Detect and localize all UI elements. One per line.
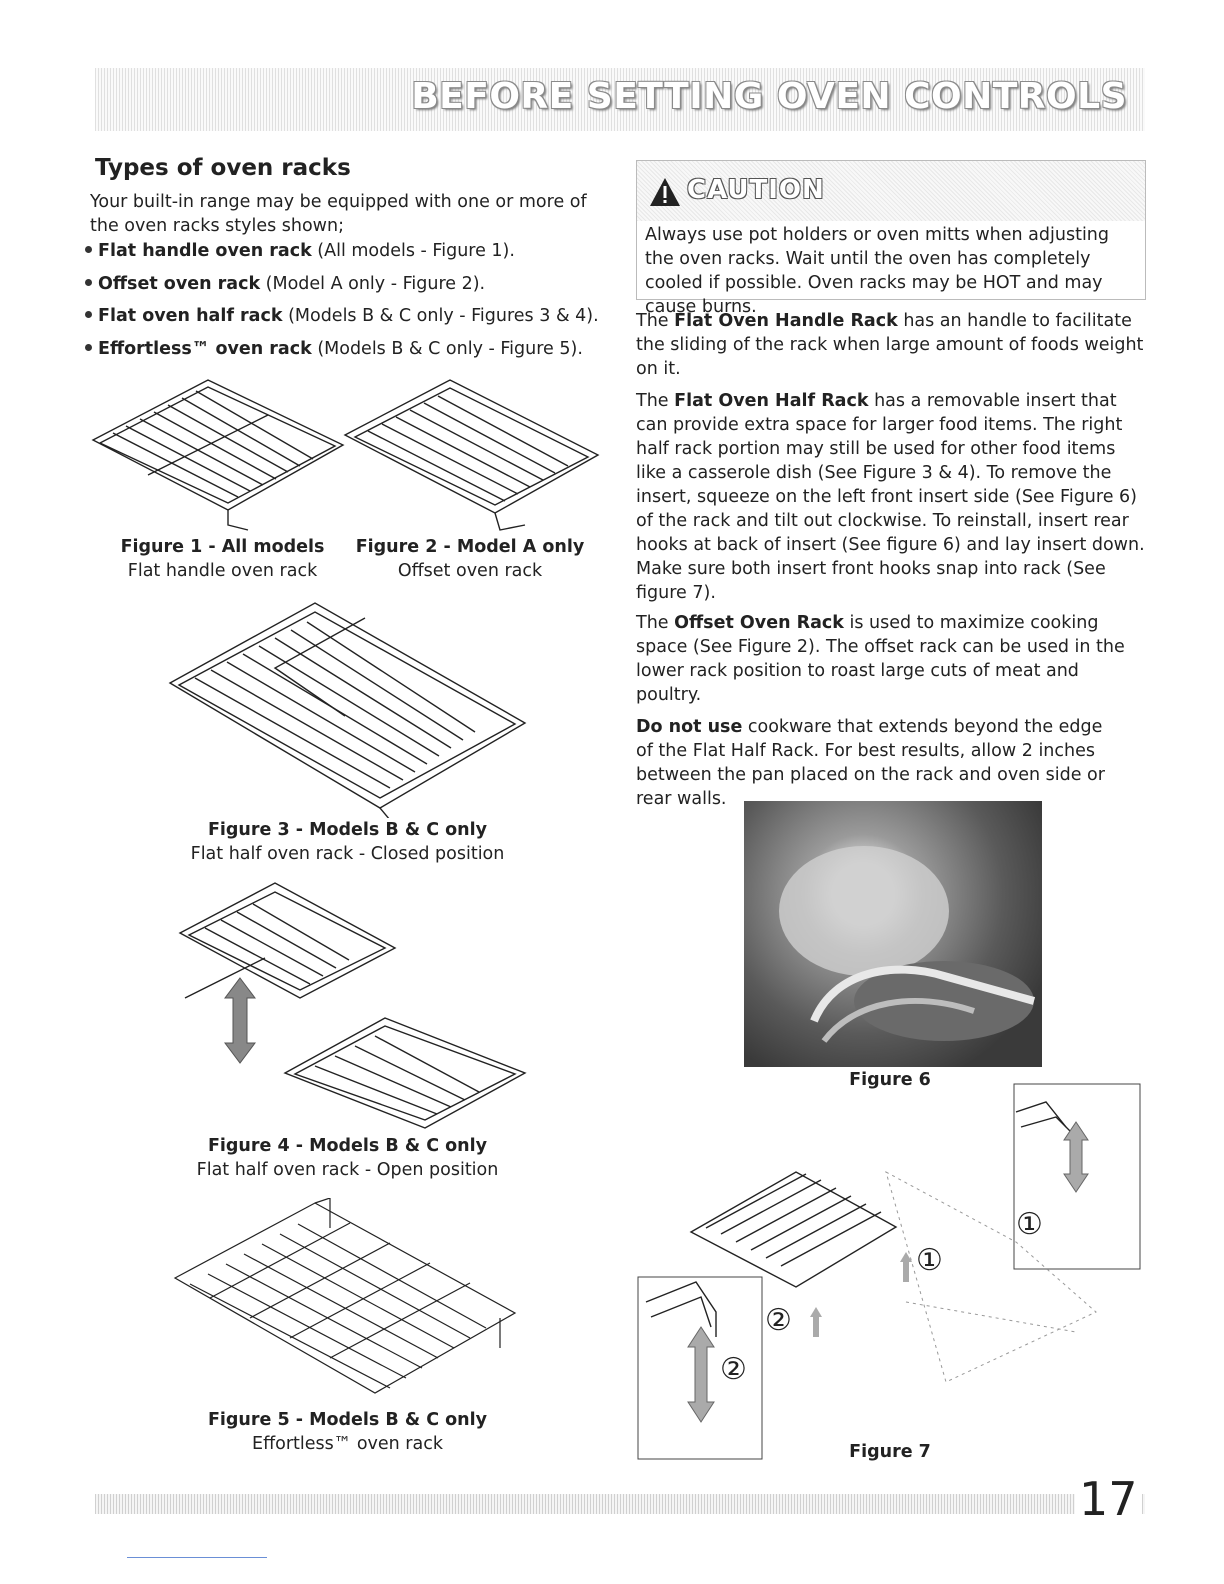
figure-3-caption (150, 818, 545, 866)
bullet-icon (85, 311, 92, 318)
half-rack-open-illustration (165, 878, 535, 1133)
caution-label: CAUTION (687, 175, 825, 205)
paragraph-lead: The (636, 613, 675, 633)
step-2-marker: ② (720, 1352, 747, 1387)
paragraph-lead: The (636, 311, 675, 331)
step-2-marker: ② (765, 1303, 792, 1338)
paragraph-bold: Flat Oven Handle Rack (674, 311, 898, 331)
list-item-bold: Flat oven half rack (98, 306, 283, 326)
bullet-icon (85, 246, 92, 253)
section-heading: Types of oven racks (95, 155, 351, 181)
header-band (95, 68, 1145, 131)
page-title: BEFORE SETTING OVEN CONTROLS (411, 76, 1127, 117)
paragraph-bold: Flat Oven Half Rack (674, 391, 869, 411)
paragraph-bold: Offset Oven Rack (674, 613, 844, 633)
divider (127, 1557, 267, 1558)
paragraph-do-not-use (636, 715, 1116, 811)
figure-5-caption (150, 1408, 545, 1456)
figure-2-subtitle: Offset oven rack (397, 561, 543, 581)
caution-box (636, 160, 1146, 317)
paragraph-half-rack (636, 389, 1146, 605)
list-item-bold: Flat handle oven rack (98, 241, 312, 261)
hand-on-rack-photo (744, 801, 1042, 1067)
figure-2-title: Figure 2 - Model A only (355, 537, 585, 557)
list-item-bold: Effortless™ oven rack (98, 338, 312, 359)
list-item (83, 306, 623, 339)
warning-icon (649, 177, 681, 207)
paragraph-bold: Do not use (636, 717, 743, 737)
figure-1-title: Figure 1 - All models (120, 537, 325, 557)
figure-3-title: Figure 3 - Models B & C only (207, 820, 488, 840)
paragraph-text: is used to maximize cooking space (See Figure 2). The offset rack can be used in the lower rack position to roast large cuts of meat and poultry. (636, 613, 1125, 705)
list-item-bold: Offset oven rack (98, 273, 261, 294)
footer-band (95, 1494, 1145, 1514)
list-item-text: (Models B & C only - Figure 5). (311, 338, 583, 359)
figure-7-label: Figure 7 (849, 1442, 931, 1462)
effortless-rack-illustration (170, 1198, 520, 1408)
paragraph-text: cookware that extends beyond the edge of the Flat Half Rack. For best results, allow 2 inches between the pan placed on the rack and oven side or rear walls. (636, 717, 1105, 809)
paragraph-text: has a removable insert that can provide extra space for larger food items. The right half rack portion may still be used for other food items like a casserole dish (See Figure 3 & 4). To remove the insert, squeeze on the left front insert side (See Figure 6) of the rack and tilt out clockwise. To reinstall, insert rear hooks at back of insert (See figure 6) and lay insert down. Make sure both insert front hooks snap into rack (See figure 7). (636, 391, 1145, 603)
page-number: 17 (1075, 1474, 1142, 1524)
figure-4-title: Figure 4 - Models B & C only (207, 1136, 488, 1156)
list-item-text: (Model A only - Figure 2). (260, 273, 486, 294)
figure-6-photo (744, 801, 1042, 1067)
figure-4-caption (150, 1134, 545, 1182)
list-item-text: (All models - Figure 1). (311, 241, 515, 261)
list-item (83, 241, 623, 274)
offset-rack-illustration (340, 375, 605, 535)
figure-5-subtitle: Effortless™ oven rack (252, 1434, 443, 1454)
bullet-icon (85, 344, 92, 351)
step-1-marker: ① (1016, 1207, 1043, 1242)
paragraph-text: has an handle to facilitate the sliding of the rack when large amount of foods weight on it. (636, 311, 1144, 379)
paragraph-offset-rack (636, 611, 1146, 707)
intro-text: Your built-in range may be equipped with one or more of the oven racks styles shown; (90, 192, 587, 236)
bullet-icon (85, 279, 92, 286)
caution-header (637, 161, 1145, 221)
list-item (83, 274, 623, 307)
figure-4-subtitle: Flat half oven rack - Open position (196, 1160, 499, 1180)
figure-1-subtitle: Flat handle oven rack (127, 561, 318, 581)
rack-type-list (83, 241, 623, 371)
list-item-text: (Models B & C only - Figures 3 & 4). (282, 306, 599, 326)
caution-text: Always use pot holders or oven mitts when adjusting the oven racks. Wait until the oven has completely cooled if possible. Oven racks may be HOT and may cause burns. (645, 225, 1110, 317)
half-rack-closed-illustration (165, 598, 535, 818)
figure-2-caption (350, 535, 590, 583)
list-item (83, 339, 623, 372)
figure-1-caption (110, 535, 335, 583)
figure-6-label: Figure 6 (849, 1070, 931, 1090)
flat-handle-rack-illustration (88, 375, 348, 535)
figure-7-illustration (636, 1082, 1146, 1462)
paragraph-lead: The (636, 391, 675, 411)
figure-5-title: Figure 5 - Models B & C only (207, 1410, 488, 1430)
figure-3-subtitle: Flat half oven rack - Closed position (190, 844, 505, 864)
paragraph-handle-rack (636, 309, 1146, 381)
step-1-marker: ① (916, 1243, 943, 1278)
